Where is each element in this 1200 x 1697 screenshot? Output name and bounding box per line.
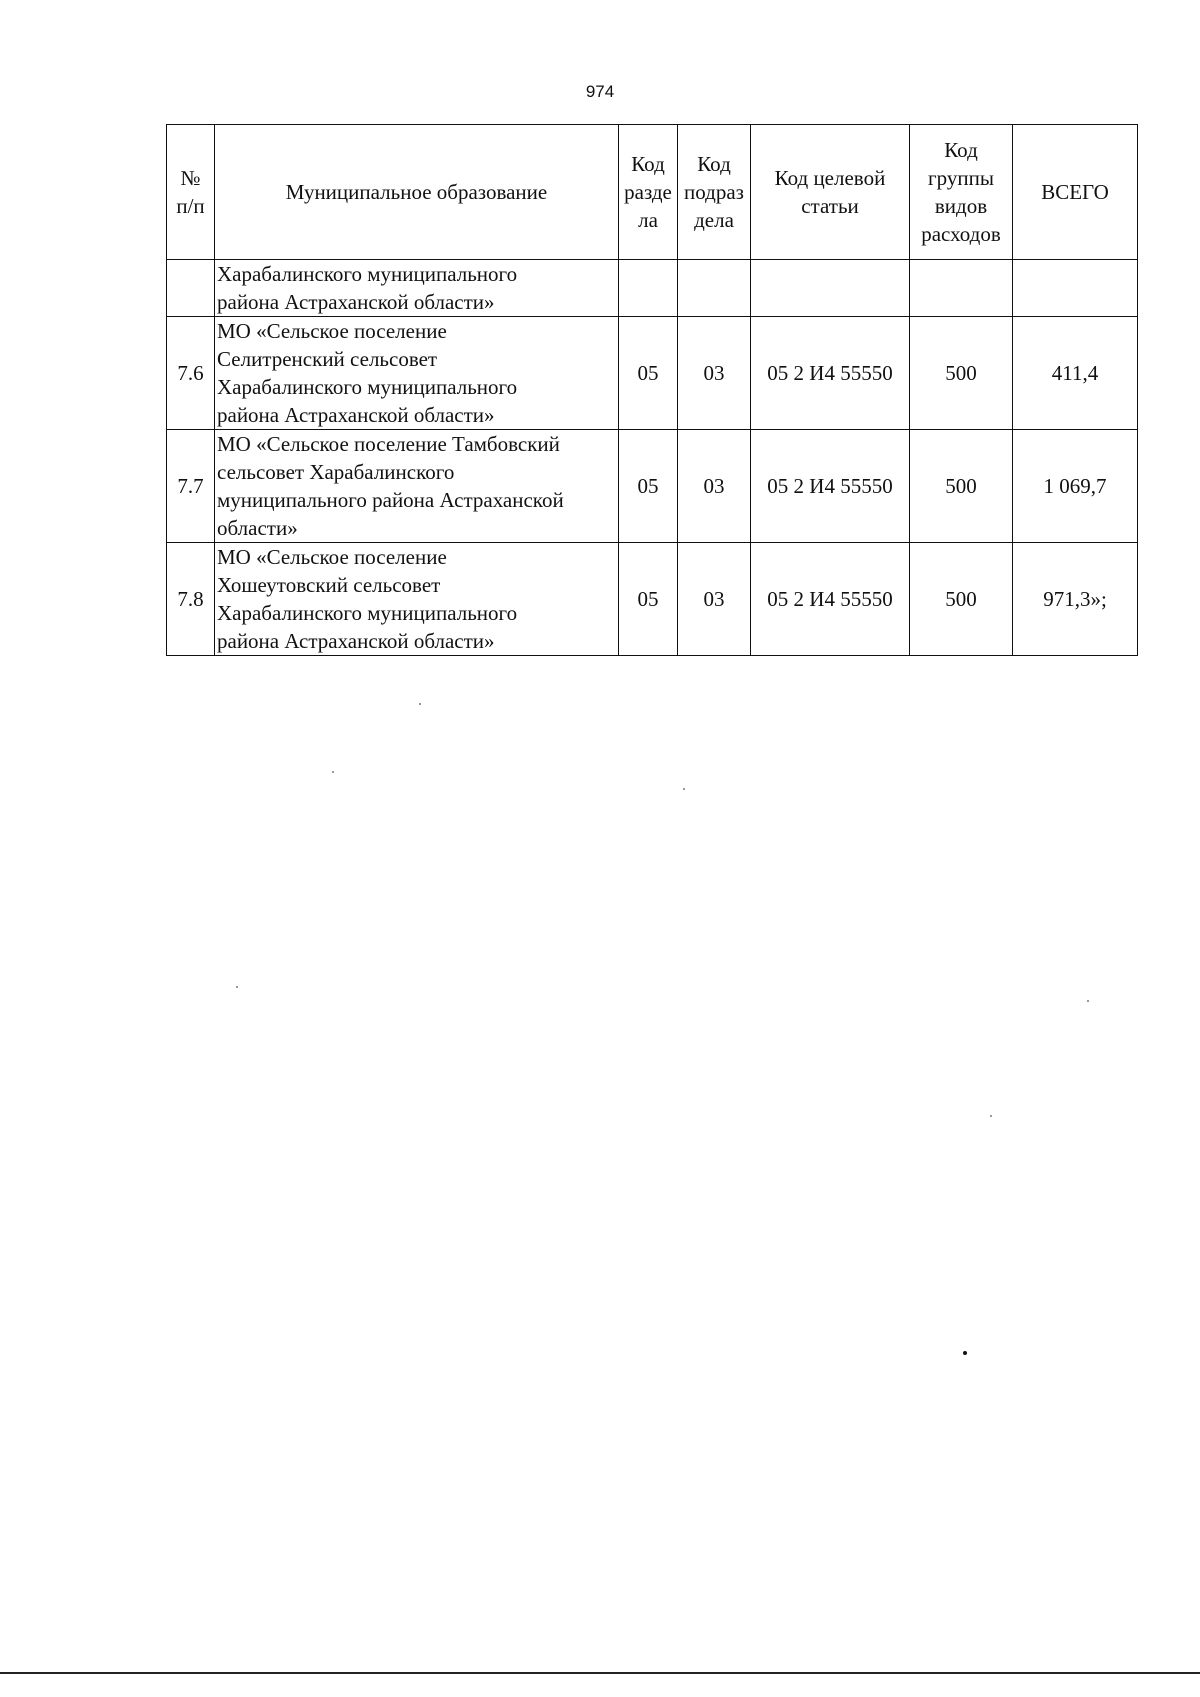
cell-total: 971,3»; [1013, 543, 1138, 656]
cell-name [215, 430, 619, 543]
cell-razdel: 05 [619, 430, 678, 543]
header-num-line: п/п [176, 194, 205, 218]
scan-speck [1087, 1000, 1089, 1002]
header-name-line: Муниципальное образование [285, 180, 548, 204]
bottom-rule [0, 1672, 1200, 1674]
table-row [167, 430, 1138, 543]
cell-name-line: Селитренский сельсовет [217, 347, 438, 371]
cell-podrazdel: 03 [678, 430, 751, 543]
cell-name-line: района Астраханской области» [217, 290, 495, 314]
cell-group: 500 [910, 430, 1013, 543]
cell-razdel: 05 [619, 543, 678, 656]
cell-num: 7.6 [167, 317, 215, 430]
header-group-line: Код [944, 138, 978, 162]
cell-name-line: района Астраханской области» [217, 403, 495, 427]
header-group-line: группы [928, 166, 994, 190]
header-total [1013, 125, 1138, 260]
cell-razdel: 05 [619, 317, 678, 430]
table-row [167, 543, 1138, 656]
cell-name-line: Харабалинского муниципального [217, 262, 518, 286]
cell-group [910, 260, 1013, 317]
table-row [167, 317, 1138, 430]
cell-name-line: области» [217, 516, 298, 540]
cell-name-line: муниципального района Астраханской [217, 488, 564, 512]
header-target [751, 125, 910, 260]
cell-num: 7.8 [167, 543, 215, 656]
cell-podrazdel [678, 260, 751, 317]
cell-num [167, 260, 215, 317]
cell-name-line: района Астраханской области» [217, 629, 495, 653]
cell-target: 05 2 И4 55550 [751, 543, 910, 656]
cell-target [751, 260, 910, 317]
cell-name-line: Харабалинского муниципального [217, 375, 518, 399]
scan-speck [332, 771, 334, 773]
header-name [215, 125, 619, 260]
cell-podrazdel: 03 [678, 543, 751, 656]
header-group-line: видов [934, 194, 988, 218]
header-razdel [619, 125, 678, 260]
cell-name [215, 260, 619, 317]
header-razdel-line: разде [624, 180, 672, 204]
header-target-line: статьи [801, 194, 859, 218]
header-podrazdel-line: Код [697, 152, 731, 176]
cell-total: 411,4 [1013, 317, 1138, 430]
header-target-line: Код целевой [774, 166, 886, 190]
scan-speck [963, 1351, 967, 1355]
header-num-line: № [180, 166, 201, 190]
cell-name-line: МО «Сельское поселение [217, 545, 447, 569]
cell-name-line: Хошеутовский сельсовет [217, 573, 441, 597]
budget-table [166, 124, 1138, 656]
cell-name [215, 543, 619, 656]
cell-num: 7.7 [167, 430, 215, 543]
scan-speck [683, 788, 685, 790]
header-row [167, 125, 1138, 260]
table-row [167, 260, 1138, 317]
header-razdel-line: ла [638, 208, 658, 232]
cell-target: 05 2 И4 55550 [751, 317, 910, 430]
header-podrazdel-line: подраз [684, 180, 744, 204]
header-num [167, 125, 215, 260]
header-podrazdel [678, 125, 751, 260]
cell-name-line: МО «Сельское поселение Тамбовский [217, 432, 560, 456]
page-number: 974 [585, 82, 615, 101]
cell-group: 500 [910, 317, 1013, 430]
cell-name-line: Харабалинского муниципального [217, 601, 518, 625]
cell-razdel [619, 260, 678, 317]
scan-speck [236, 986, 238, 988]
cell-name [215, 317, 619, 430]
scan-speck [990, 1115, 992, 1117]
cell-total: 1 069,7 [1013, 430, 1138, 543]
cell-total [1013, 260, 1138, 317]
cell-target: 05 2 И4 55550 [751, 430, 910, 543]
header-group-line: расходов [921, 222, 1001, 246]
header-group [910, 125, 1013, 260]
cell-podrazdel: 03 [678, 317, 751, 430]
cell-name-line: сельсовет Харабалинского [217, 460, 455, 484]
cell-name-line: МО «Сельское поселение [217, 319, 447, 343]
header-total-line: ВСЕГО [1041, 180, 1109, 204]
cell-group: 500 [910, 543, 1013, 656]
header-razdel-line: Код [631, 152, 665, 176]
scan-speck [419, 703, 421, 705]
header-podrazdel-line: дела [694, 208, 734, 232]
